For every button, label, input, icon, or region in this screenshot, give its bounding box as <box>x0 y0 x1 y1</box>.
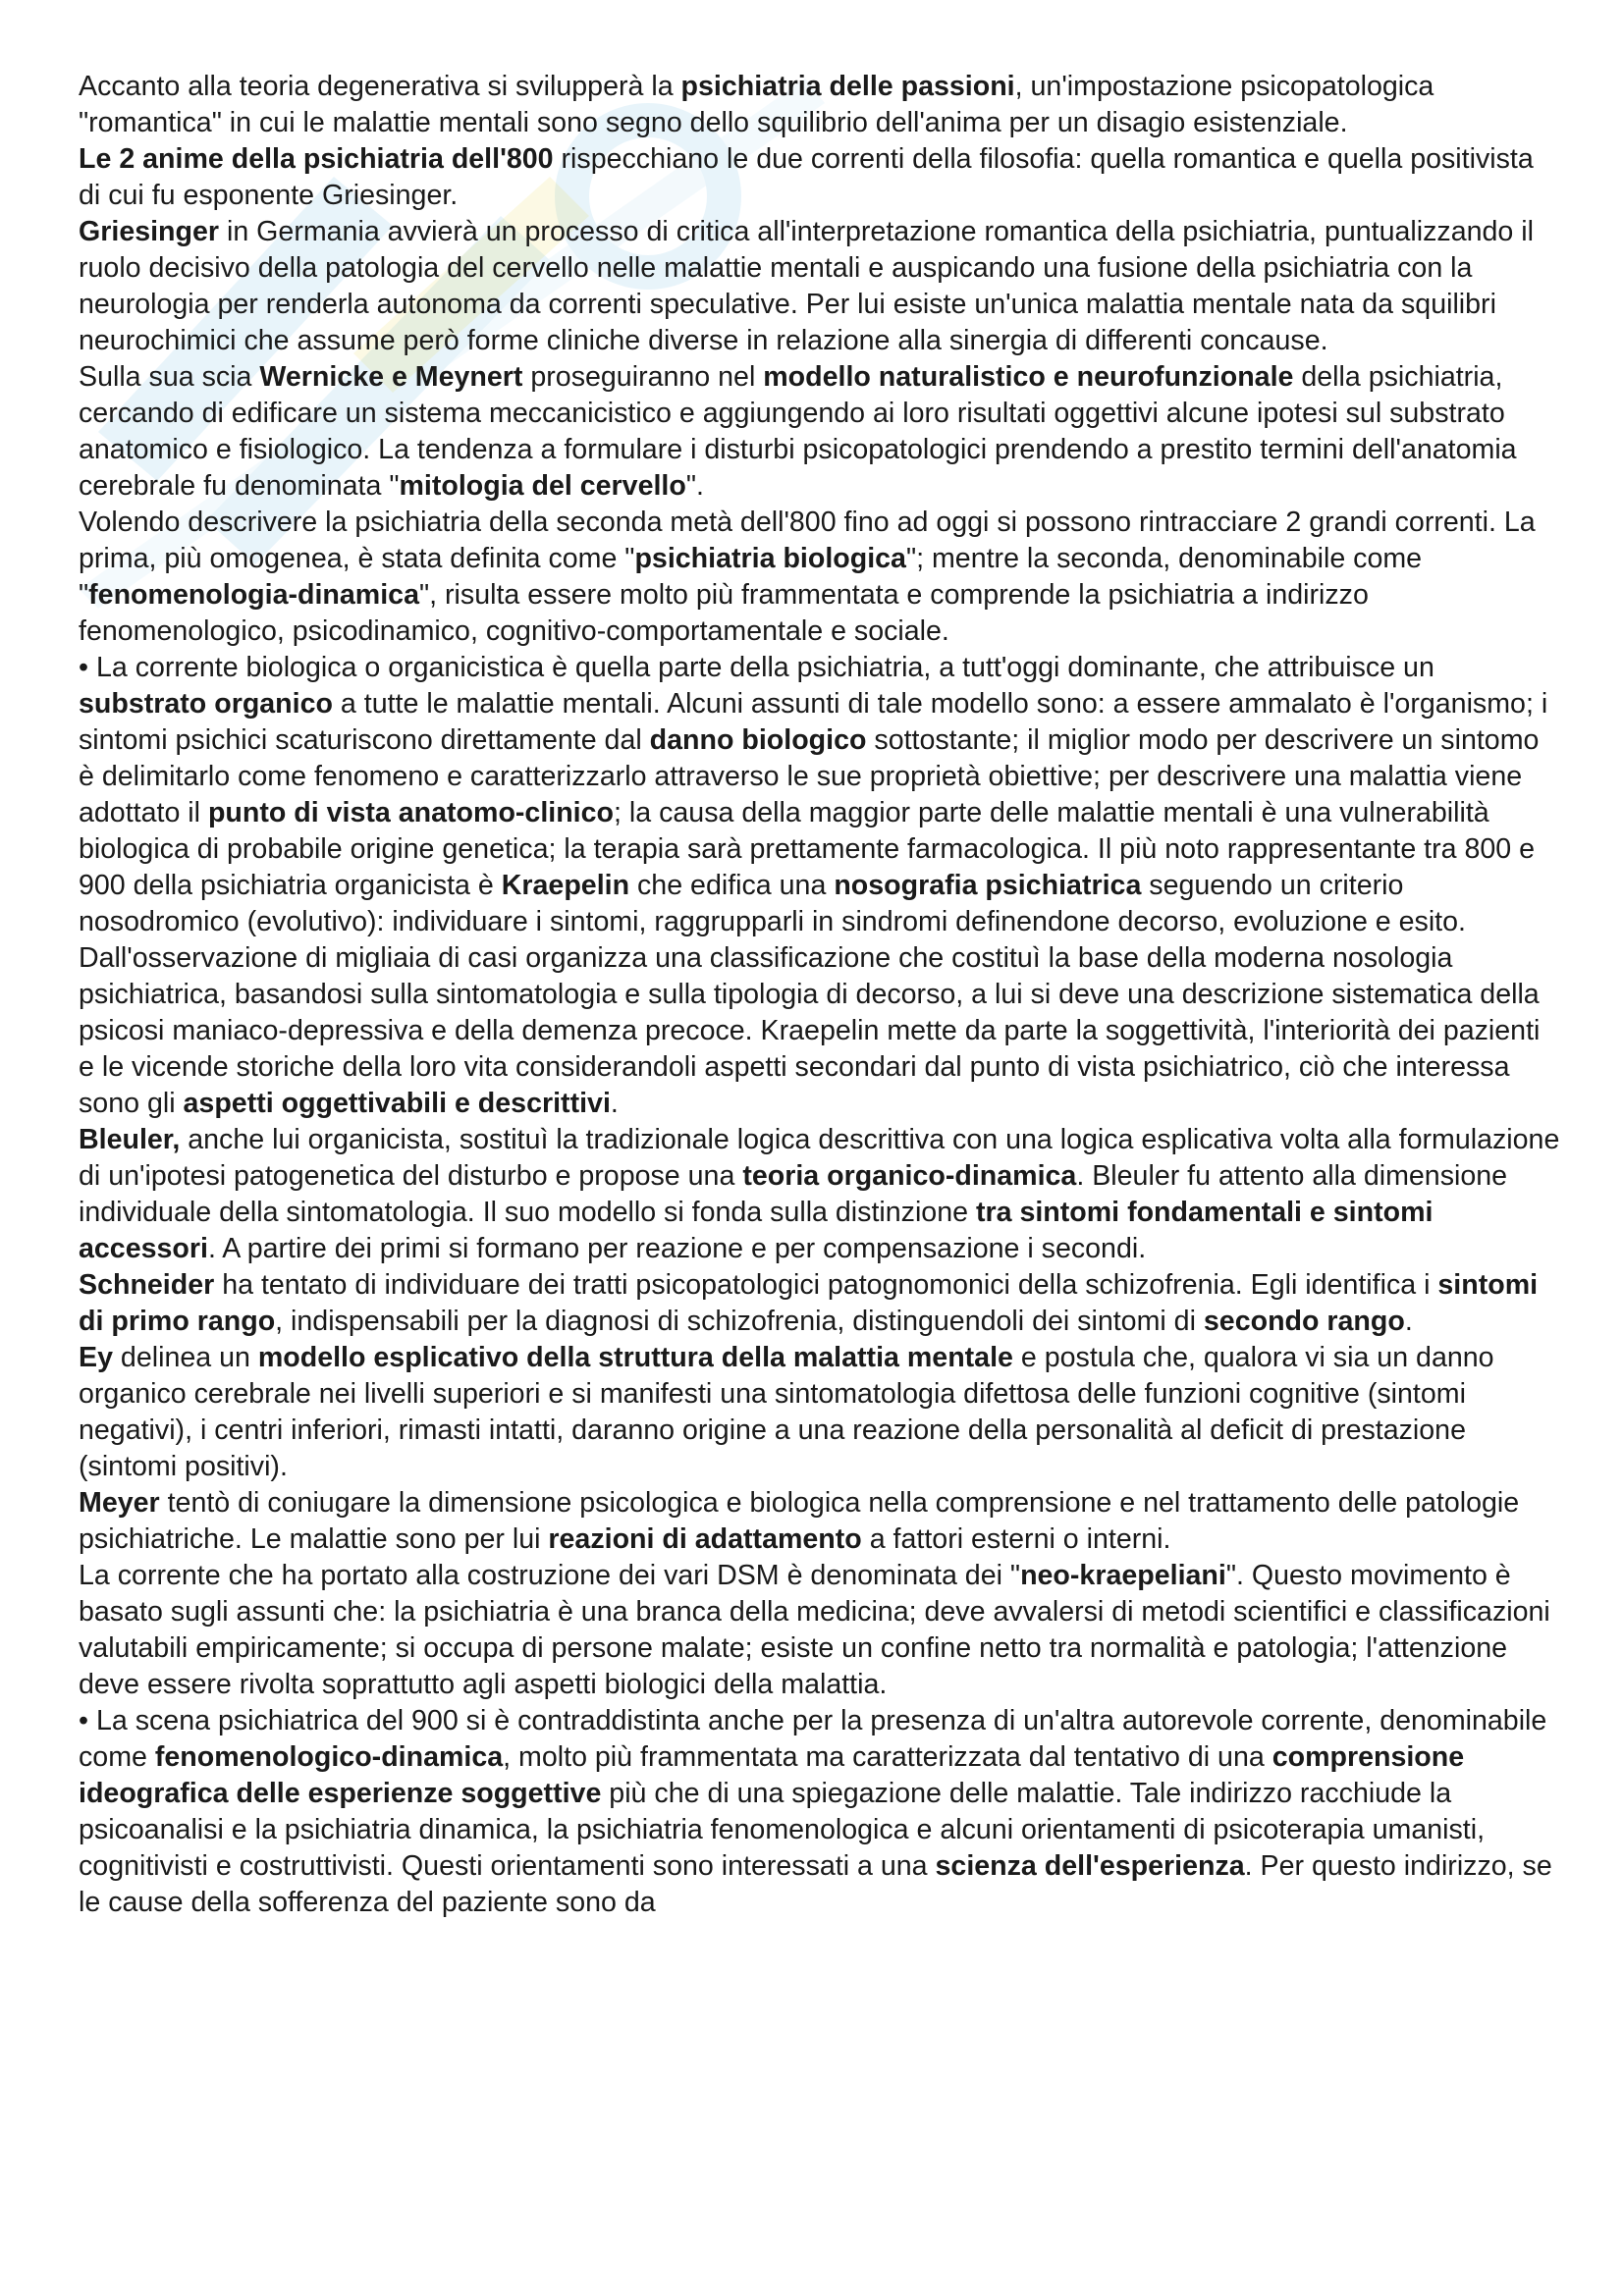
bold-term: tra sintomi fondamentali e sintomi accessori <box>79 1197 1434 1264</box>
bold-term: reazioni di adattamento <box>548 1523 862 1555</box>
text-run: . Bleuler fu attento alla dimensione individuale della sintomatologia. Il suo modello si fonda sulla distinzione <box>79 1160 1508 1228</box>
bold-term: substrato organico <box>79 688 333 720</box>
text-run: . A partire dei primi si formano per reazione e per compensazione i secondi. <box>207 1233 1147 1264</box>
text-run: anche lui organicista, sostituì la tradizionale logica descrittiva con una logica esplicativa volta alla formulazione di un'ipotesi patogenetica del disturbo e propose una <box>79 1124 1560 1192</box>
text-run: , indispensabili per la diagnosi di schizofrenia, distinguendoli dei sintomi di <box>275 1306 1204 1337</box>
bold-term: Meyer <box>79 1487 160 1519</box>
bold-term: scienza dell'esperienza <box>935 1850 1245 1882</box>
text-run: della psichiatria, cercando di edificare un sistema meccanicistico e aggiungendo ai loro risultati oggettivi alcune ipotesi sul substrato anatomico e fisiologico. La tendenza a formulare i disturbi psicopatologici prendendo a prestito termini dell'anatomia cerebrale fu denominata " <box>79 361 1517 502</box>
text-run: e postula che, qualora vi sia un danno organico cerebrale nei livelli superiori e si manifesti una sintomatologia difettosa delle funzioni cognitive (sintomi negativi), i centri inferiori, rimasti intatti, daranno origine a una reazione della personalità al deficit di prestazione (sintomi positivi). <box>79 1342 1494 1482</box>
text-run: . <box>1404 1306 1413 1337</box>
bold-term: comprensione ideografica delle esperienze soggettive <box>79 1741 1465 1809</box>
paragraph <box>79 359 1561 505</box>
bold-term: aspetti oggettivabili e descrittivi <box>183 1088 611 1119</box>
text-run: sottostante; il miglior modo per descrivere un sintomo è delimitarlo come fenomeno e caratterizzarlo attraverso le sue proprietà obiettive; per descrivere una malattia viene adottato il <box>79 724 1540 828</box>
bold-term: neo-kraepeliani <box>1020 1560 1226 1591</box>
text-run: Volendo descrivere la psichiatria della seconda metà dell'800 fino ad oggi si possono rintracciare 2 grandi correnti. La prima, più omogenea, è stata definita come " <box>79 507 1536 574</box>
bold-term: nosografia psichiatrica <box>834 870 1142 901</box>
text-run: in Germania avvierà un processo di critica all'interpretazione romantica della psichiatria, puntualizzando il ruolo decisivo della patologia del cervello nelle malattie mentali e auspicando una fusione della psichiatria con la neurologia per renderla autonoma da correnti speculative. Per lui esiste un'unica malattia mentale nata da squilibri neurochimici che assume però forme cliniche diverse in relazione alla sinergia di differenti concause. <box>79 216 1534 356</box>
bold-term: Schneider <box>79 1269 215 1301</box>
text-run: ha tentato di individuare dei tratti psicopatologici patognomonici della schizofrenia. Egli identifica i <box>214 1269 1438 1301</box>
bold-term: fenomenologia-dinamica <box>88 579 419 611</box>
bold-term: punto di vista anatomo-clinico <box>207 797 614 828</box>
paragraph <box>79 214 1561 359</box>
bold-term: Griesinger <box>79 216 220 247</box>
text-run: delinea un <box>112 1342 258 1373</box>
paragraph <box>79 1485 1561 1558</box>
bold-term: Ey <box>79 1342 113 1373</box>
bold-term: fenomenologico-dinamica <box>154 1741 504 1773</box>
bold-term: mitologia del cervello <box>399 470 686 502</box>
text-run: a fattori esterni o interni. <box>861 1523 1171 1555</box>
text-run: La corrente che ha portato alla costruzione dei vari DSM è denominata dei " <box>79 1560 1021 1591</box>
text-run: . <box>610 1088 619 1119</box>
paragraph <box>79 1703 1561 1921</box>
bold-term: teoria organico-dinamica <box>742 1160 1077 1192</box>
text-run: seguendo un criterio nosodromico (evolutivo): individuare i sintomi, raggrupparli in sindromi definendone decorso, evoluzione e esito. Dall'osservazione di migliaia di casi organizza una classificazione che costituì la base della moderna nosologia psichiatrica, basandosi sulla sintomatologia e sulla tipologia di decorso, a lui si deve una descrizione sistematica della psicosi maniaco-depressiva e della demenza precoce. Kraepelin mette da parte la soggettività, l'interiorità dei pazienti e le vicende storiche della loro vita considerandoli aspetti secondari dal punto di vista psichiatrico, ciò che interessa sono gli <box>79 870 1541 1119</box>
bold-term: psichiatria biologica <box>634 543 906 574</box>
bold-term: modello naturalistico e neurofunzionale <box>763 361 1294 393</box>
paragraph <box>79 650 1561 1122</box>
text-run: a tutte le malattie mentali. Alcuni assunti di tale modello sono: a essere ammalato è l'organismo; i sintomi psichici scaturiscono direttamente dal <box>79 688 1548 756</box>
text-run: "; mentre la seconda, denominabile come " <box>79 543 1423 611</box>
text-run: proseguiranno nel <box>522 361 764 393</box>
document-page <box>79 69 1561 1921</box>
bold-term: psichiatria delle passioni <box>680 71 1015 102</box>
text-run: Accanto alla teoria degenerativa si svilupperà la <box>79 71 681 102</box>
text-run: ". <box>685 470 704 502</box>
text-run: che edifica una <box>629 870 835 901</box>
text-run: ; la causa della maggior parte delle malattie mentali è una vulnerabilità biologica di probabile origine genetica; la terapia sarà prettamente farmacologica. Il più noto rappresentante tra 800 e 900 della psichiatria organicista è <box>79 797 1536 901</box>
text-run: . Per questo indirizzo, se le cause della sofferenza del paziente sono da <box>79 1850 1552 1918</box>
text-run: ". Questo movimento è basato sugli assunti che: la psichiatria è una branca della medicina; deve avvalersi di metodi scientifici e classificazioni valutabili empiricamente; si occupa di persone malate; esiste un confine netto tra normalità e patologia; l'attenzione deve essere rivolta soprattutto agli aspetti biologici della malattia. <box>79 1560 1550 1700</box>
paragraph <box>79 141 1561 214</box>
text-run: , molto più frammentata ma caratterizzata dal tentativo di una <box>503 1741 1272 1773</box>
paragraph <box>79 505 1561 650</box>
bold-term: secondo rango <box>1203 1306 1405 1337</box>
paragraph <box>79 1122 1561 1267</box>
bold-term: Kraepelin <box>501 870 630 901</box>
bold-term: Wernicke e Meynert <box>259 361 523 393</box>
text-run: Sulla sua scia <box>79 361 260 393</box>
bold-term: sintomi di primo rango <box>79 1269 1539 1337</box>
paragraph <box>79 1340 1561 1485</box>
paragraph <box>79 1267 1561 1340</box>
text-run: tentò di coniugare la dimensione psicologica e biologica nella comprensione e nel trattamento delle patologie psichiatriche. Le malattie sono per lui <box>79 1487 1520 1555</box>
paragraph <box>79 69 1561 141</box>
text-run: ", risulta essere molto più frammentata e comprende la psichiatria a indirizzo fenomenologico, psicodinamico, cognitivo-comportamentale e sociale. <box>79 579 1369 647</box>
paragraph <box>79 1558 1561 1703</box>
bold-term: danno biologico <box>649 724 867 756</box>
text-run: più che di una spiegazione delle malattie. Tale indirizzo racchiude la psicoanalisi e la psichiatria dinamica, la psichiatria fenomenologica e alcuni orientamenti di psicoterapia umanisti, cognitivisti e costruttivisti. Questi orientamenti sono interessati a una <box>79 1778 1486 1882</box>
text-run: • La scena psichiatrica del 900 si è contraddistinta anche per la presenza di un'altra autorevole corrente, denominabile come <box>79 1705 1547 1773</box>
bold-term: Bleuler, <box>79 1124 181 1155</box>
text-run: rispecchiano le due correnti della filosofia: quella romantica e quella positivista di cui fu esponente Griesinger. <box>79 143 1534 211</box>
bold-term: Le 2 anime della psichiatria dell'800 <box>79 143 554 175</box>
text-run: , un'impostazione psicopatologica "romantica" in cui le malattie mentali sono segno dello squilibrio dell'anima per un disagio esistenziale. <box>79 71 1434 138</box>
text-run: • La corrente biologica o organicistica è quella parte della psichiatria, a tutt'oggi dominante, che attribuisce un <box>79 652 1434 683</box>
bold-term: modello esplicativo della struttura della malattia mentale <box>257 1342 1013 1373</box>
